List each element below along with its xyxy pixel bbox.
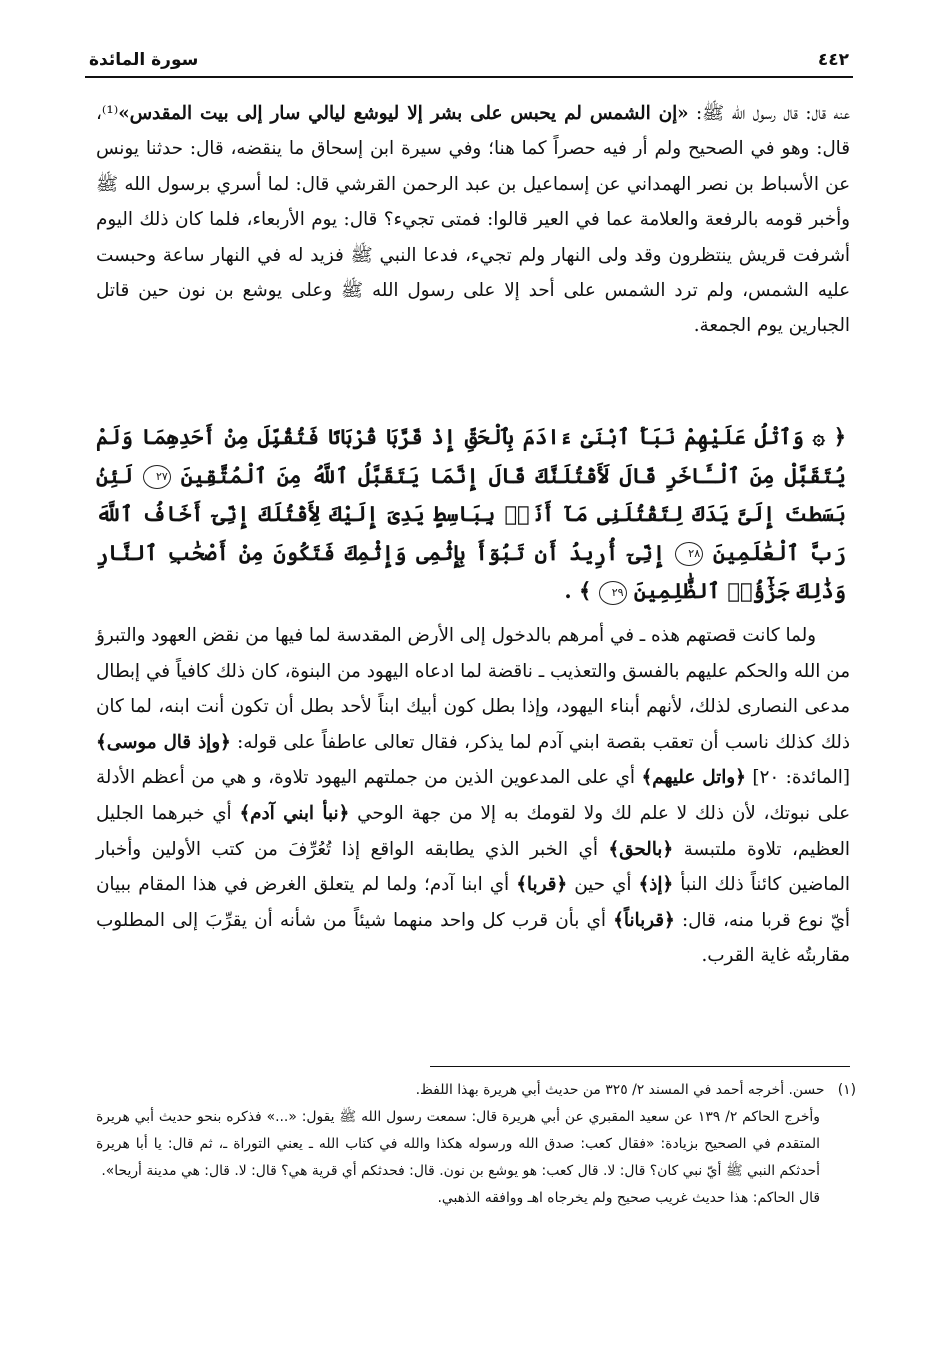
hadith-paragraph: [96, 96, 850, 344]
text-run: أي حين: [567, 874, 639, 896]
quran-quote: ﴿قرباناً﴾: [613, 909, 675, 931]
ayah-number-28: ٢٨: [675, 542, 703, 566]
footnote-1-line-1: [96, 1077, 856, 1104]
verse-close-bracket: ﴾ .: [564, 578, 592, 603]
surah-title: سورة المائدة: [89, 50, 199, 70]
quran-quote: ﴿واتل عليهم﴾: [641, 767, 746, 789]
footnote-1-line-2: وأخرج الحاكم ٢/ ١٣٩ عن سعيد المقبري عن أبي هريرة قال: سمعت رسول الله ﷺ يقول: «...» فذكره بنحو حديث أبي هريرة المتقدم في الصحيح بزيادة: «فقال كعب: صدق الله ورسوله هكذا والله في كتاب الله ـ يعني التوراة ـ، ثم قال: يا أبا هريرة أحدثكم النبي ﷺ أيّ نبي كان؟ قال: لا. قال كعب: هو يوشع بن نون. قال: فحدثكم أي قرية هي؟ قال: لا. قال: هي مدينة أريحا».: [96, 1109, 820, 1179]
quran-quote: ﴿قربا﴾: [516, 874, 568, 896]
ayah-number-27: ٢٧: [143, 465, 171, 489]
quran-verses-block: [96, 418, 846, 611]
text-run: ⁽¹⁾، قال: وهو في الصحيح ولم أر فيه حصراً كما هنا؛ وفي سيرة ابن إسحاق ما ينقضه، قال: حدثنا يونس عن الأسباط بن نصر الهمداني عن إسماعيل بن عبد الرحمن القرشي قال: لما أسري برسول الله ﷺ وأخبر قومه بالرفعة والعلامة عما في العير قالوا: فمتى تجيء؟ قال: يوم الأربعاء، فلما كان ذلك اليوم أشرفت قريش ينتظرون وقد ولى النهار ولم تجيء، فدعا النبي ﷺ فزيد له في النهار ساعة وحبست عليه الشمس، ولم ترد الشمس على أحد إلا على رسول الله ﷺ وعلى يوشع بن نون حين قاتل الجبارين يوم الجمعة.: [96, 103, 850, 337]
footnote-divider: [430, 1066, 850, 1067]
footnote-marker: (١): [837, 1082, 856, 1098]
footnote-text: حسن. أخرجه أحمد في المسند ٢/ ٣٢٥ من حديث أبي هريرة بهذا اللفظ.: [415, 1082, 825, 1098]
text-run: [المائدة: ٢٠]: [745, 767, 851, 789]
text-run: أي بأن قرب كل واحد منهما شيئاً من شأنه أن يقرِّبَ إلى المطلوب مقاربتُه غاية القرب.: [96, 909, 850, 967]
text-run: أي خبرهما الجليل العظيم، تلاوة ملتبسة: [96, 802, 850, 860]
text-run: أي ابنا آدم؛ ولما لم يتعلق الغرض في هذا المقام ببيان أيّ نوع قربا منه، قال:: [96, 874, 850, 931]
quran-quote: ﴿نبأ ابني آدم﴾: [239, 802, 350, 824]
verses-text: [96, 418, 846, 611]
commentary-paragraph: [96, 618, 850, 974]
page-number: ٤٤٢: [817, 50, 849, 70]
quran-quote: ﴿وإذ قال موسى﴾: [96, 731, 231, 753]
verse-open-bracket: ﴿ ۞: [812, 424, 846, 449]
quran-quote: ﴿إذ﴾: [638, 874, 674, 896]
verse-29: إِنِّىٓ أُرِيدُ أَن تَبُوٓأَ بِإِثْمِى وَإِثْمِكَ فَتَكُونَ مِنْ أَصْحَٰبِ ٱلنَّارِ وَذَٰلِكَ جَزَٰٓؤُا۟ ٱلظَّٰلِمِينَ: [96, 539, 846, 603]
text-run: ولما كانت قصتهم هذه ـ في أمرهم بالدخول إلى الأرض المقدسة لما فيها من نقض العهود والتبرؤ من الله والحكم عليهم بالفسق والتعذيب ـ ناقضة لما ادعاه اليهود من البنوة، كان ذلك كافياً في إبطال مدعى النصارى لذلك، لأنهم أبناء اليهود، وإذا بطل كون أبيك ابناً لأحد بطل أن تكون أنت ابنه، لما كان ذلك كذلك ناسب أن تعقب بقصة ابني آدم لما يذكر، فقال تعالى عاطفاً على قوله:: [96, 625, 850, 753]
ayah-number-29: ٢٩: [599, 581, 627, 605]
verse-27: وَٱتْلُ عَلَيْهِمْ نَبَأَ ٱبْنَىْ ءَادَمَ بِٱلْحَقِّ إِذْ قَرَّبَا قُرْبَانًا فَتُقُبِّلَ مِنْ أَحَدِهِمَا وَلَمْ يُتَقَبَّلْ مِنَ ٱلْـَٔاخَرِ قَالَ لَأَقْتُلَنَّكَ قَالَ إِنَّمَا يَتَقَبَّلُ ٱللَّهُ مِنَ ٱلْمُتَّقِينَ: [96, 424, 846, 488]
text-run: أي على المدعوين الذين من جملتهم اليهود تلاوة، و هي من أعظم الأدلة على نبوتك، لأن ذلك لا علم لك ولا لقومك به إلا من جهة الوحي: [96, 767, 850, 824]
running-header: [85, 36, 853, 78]
paragraph-1: [96, 96, 850, 344]
text-run: أي الخبر الذي يطابقه الواقع إذا تُعُرِّفَ من كتب الأولين وأخبار الماضين كائناً ذلك النبأ: [96, 838, 850, 896]
footnotes: [96, 1077, 856, 1212]
paragraph-2: [96, 618, 850, 974]
footnote-1-line-3: قال الحاكم: هذا حديث غريب صحيح ولم يخرجاه اهـ ووافقه الذهبي.: [437, 1190, 820, 1206]
hadith-quote: «إن الشمس لم يحبس على بشر إلا ليوشع ليالي سار إلى بيت المقدس»: [118, 103, 689, 124]
verse-28: لَئِنۢ بَسَطتَ إِلَىَّ يَدَكَ لِتَقْتُلَنِى مَآ أَنَا۠ بِبَاسِطٍ يَدِىَ إِلَيْكَ لِأَقْتُلَكَ إِنِّىٓ أَخَافُ ٱللَّهَ رَبَّ ٱلْعَٰلَمِينَ: [96, 462, 846, 565]
quran-quote: ﴿بالحق﴾: [608, 838, 674, 860]
text-run: عنه قال: قال رسول الله ﷺ:: [688, 103, 850, 124]
